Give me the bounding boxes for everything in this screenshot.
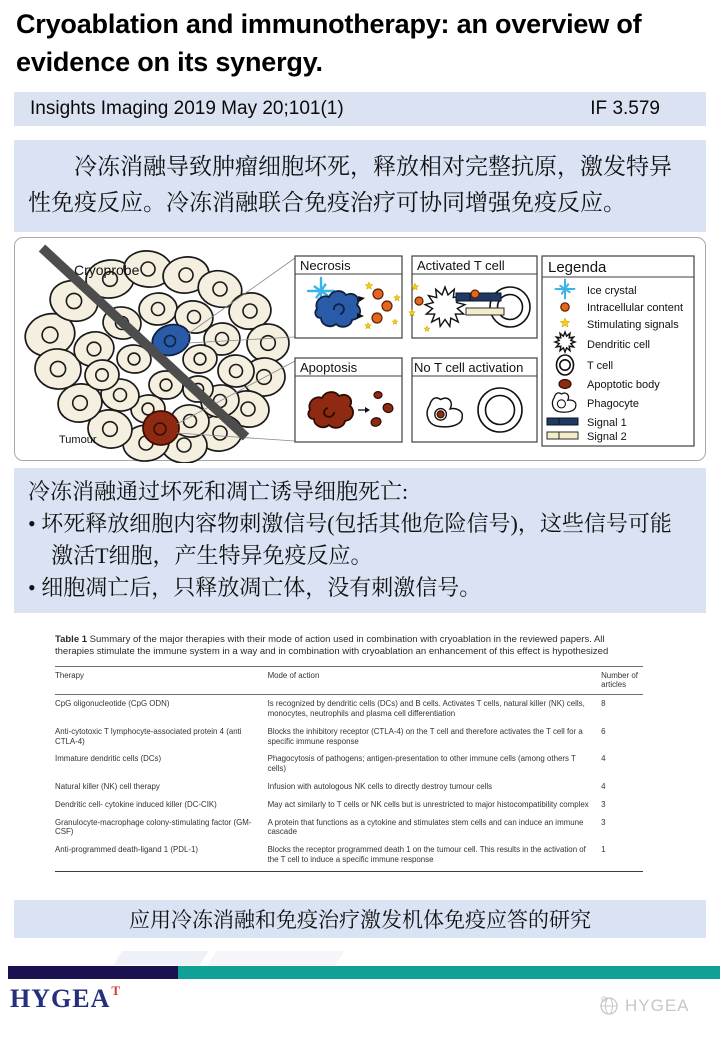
mode-cell: Blocks the inhibitory receptor (CTLA-4) on the T cell and therefore activates the T cell for a specific immune response — [267, 726, 583, 746]
apoptotic-body-icon — [559, 380, 571, 389]
articles-cell: 8 — [601, 699, 606, 709]
table-row — [55, 841, 643, 871]
legend-item-label: Stimulating signals — [587, 319, 679, 331]
hygea-logo-mark: T — [111, 983, 122, 999]
table-row — [55, 695, 643, 723]
articles-cell: 3 — [601, 799, 606, 809]
table-row — [55, 723, 643, 751]
therapy-cell: Immature dendritic cells (DCs) — [55, 754, 162, 764]
intracellular-content-icon — [561, 303, 569, 311]
bottom-banner — [14, 900, 706, 938]
watermark-right — [598, 995, 690, 1017]
table-caption-label: Table 1 — [55, 634, 88, 645]
bottom-banner-text: 应用冷冻消融和免疫治疗激发机体免疫应答的研究 — [129, 908, 591, 932]
apoptotic-body-icon — [374, 392, 382, 399]
footer-bar-teal — [178, 966, 720, 979]
therapy-table-card — [55, 634, 643, 872]
summary-mid-heading: 冷冻消融通过坏死和凋亡诱导细胞死亡: — [28, 479, 409, 504]
summary-bullet: • 坏死释放细胞内容物刺激信号(包括其他危险信号)，这些信号可能激活T细胞，产生特异免疫反应。 — [28, 508, 692, 572]
mode-cell: Phagocytosis of pathogens; antigen-presentation to other immune cells (among others T cells) — [267, 754, 576, 774]
therapy-cell: Anti-programmed death-ligand 1 (PDL-1) — [55, 845, 198, 855]
signal1-icon — [547, 418, 578, 425]
legend-item-label: Phagocyte — [587, 398, 639, 410]
legend-item-label: Dendritic cell — [587, 339, 650, 351]
activated-t-cell-title: Activated T cell — [417, 258, 505, 273]
figure-canvas — [14, 237, 708, 463]
antigen-dot — [415, 297, 423, 305]
summary-mid-box — [14, 468, 706, 613]
page-title: Cryoablation and immunotherapy: an overview of evidence on its synergy. — [16, 9, 642, 77]
necrosis-panel-title: Necrosis — [300, 258, 351, 273]
intracellular-content-icon — [373, 289, 383, 299]
antigen-dot — [471, 290, 479, 298]
legend-item-label: Apoptotic body — [587, 379, 660, 391]
signal2-bar — [466, 308, 504, 315]
table-row — [55, 750, 643, 778]
t-cell-inner — [486, 396, 515, 425]
activated-t-cell-panel — [409, 256, 537, 338]
legend-panel — [542, 256, 694, 446]
articles-cell: 6 — [601, 726, 606, 736]
globe-icon — [598, 995, 620, 1017]
table-row — [55, 778, 643, 796]
footer-watermark-shape — [114, 951, 209, 965]
intracellular-content-icon — [372, 313, 382, 323]
therapy-cell: Natural killer (NK) cell therapy — [55, 782, 160, 792]
table-header-row — [55, 666, 643, 695]
legend-item-label: Signal 1 — [587, 417, 627, 429]
footer-bar-navy — [8, 966, 178, 979]
mode-cell: Blocks the receptor programmed death 1 on the tumour cell. This results in the activation of the T cell to induce a specific immune response — [267, 845, 586, 865]
hygea-logo — [10, 984, 120, 1014]
summary-mid-list — [28, 508, 692, 604]
table-caption-text: Summary of the major therapies with their mode of action used in combination with cryoablation in the reviewed papers. All therapies stimulate the immune system in a way and in combination with cryoablation an enhancement of this effect is hypothesized — [55, 634, 609, 658]
table-row — [55, 796, 643, 814]
signal2-icon — [547, 432, 578, 439]
legend-item-label: Intracellular content — [587, 302, 683, 314]
journal-bar — [14, 92, 706, 126]
no-t-cell-activation-title: No T cell activation — [414, 360, 524, 375]
tumour-label: Tumour — [59, 434, 97, 446]
intracellular-content-icon — [382, 301, 392, 311]
footer-watermark-shape — [208, 951, 345, 965]
mechanism-figure — [14, 237, 706, 461]
therapy-table — [55, 666, 643, 871]
therapy-cell: Granulocyte-macrophage colony-stimulating factor (GM-CSF) — [55, 817, 252, 837]
column-header-articles: Number of articles — [601, 666, 643, 695]
articles-cell: 1 — [601, 845, 606, 855]
hygea-logo-text: HYGEA — [10, 984, 111, 1013]
therapy-cell: Anti-cytotoxic T lymphocyte-associated protein 4 (anti CTLA-4) — [55, 726, 242, 746]
t-cell-inner — [560, 360, 570, 370]
column-header-mode: Mode of action — [268, 666, 602, 695]
mode-cell: Is recognized by dendritic cells (DCs) and B cells. Activates T cells, natural killer (NK) cells, monocytes, neutrophils and plasma cell differentiation — [267, 699, 585, 719]
journal-citation: Insights Imaging 2019 May 20;101(1) — [30, 98, 344, 119]
therapy-cell: CpG oligonucleotide (CpG ODN) — [55, 699, 170, 709]
summary-bullet: • 细胞凋亡后，只释放凋亡体，没有刺激信号。 — [28, 572, 692, 604]
necrosis-panel — [295, 256, 402, 338]
table-bottom-rule — [55, 871, 643, 872]
apoptosis-panel — [295, 358, 402, 442]
articles-cell: 4 — [601, 782, 606, 792]
watermark-text: HYGEA — [625, 996, 690, 1015]
cryoprobe-label: Cryoprobe — [74, 262, 140, 278]
articles-cell: 4 — [601, 754, 606, 764]
legend-item-label: Signal 2 — [587, 431, 627, 443]
no-t-cell-activation-panel — [412, 358, 537, 442]
apoptotic-cell — [143, 411, 179, 445]
impact-factor: IF 3.579 — [590, 98, 660, 119]
mode-cell: A protein that functions as a cytokine and stimulates stem cells and can induce an immune cascade — [267, 817, 584, 837]
summary-top-text: 冷冻消融导致肿瘤细胞坏死，释放相对完整抗原，激发特异性免疫反应。冷冻消融联合免疫治疗可协同增强免疫反应。 — [28, 154, 672, 215]
therapy-cell: Dendritic cell- cytokine induced killer (DC-CIK) — [55, 799, 217, 809]
legend-item-label: Ice crystal — [587, 285, 637, 297]
apoptosis-panel-title: Apoptosis — [300, 360, 358, 375]
table-caption — [55, 634, 643, 659]
articles-cell: 3 — [601, 817, 606, 827]
legend-item-label: T cell — [587, 360, 614, 372]
table-row — [55, 814, 643, 842]
mode-cell: May act similarly to T cells or NK cells but is unrestricted to major histocompatibility complex — [267, 799, 589, 809]
mode-cell: Infusion with autologous NK cells to directly destroy tumour cells — [267, 782, 493, 792]
summary-top-box — [14, 140, 706, 232]
column-header-therapy: Therapy — [55, 666, 268, 695]
legend-title: Legenda — [548, 259, 607, 276]
